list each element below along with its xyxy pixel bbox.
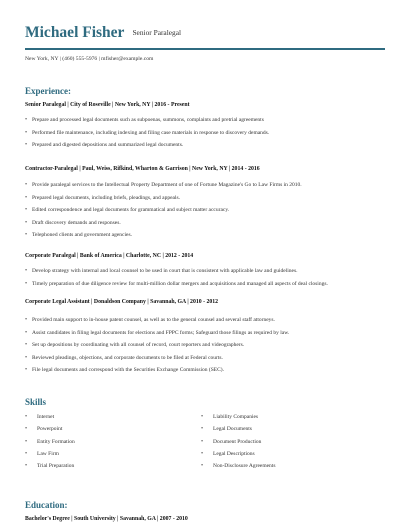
education-entry: Bachelor's Degree | South University | Savannah, GA | 2007 - 2010 bbox=[25, 516, 188, 522]
job-bullet: • Develop strategy with internal and local counsel to be used in court that is consistent with applicable law and guidelines. bbox=[25, 268, 385, 281]
skill-item: • Entity Formation bbox=[25, 439, 175, 451]
contact-line: New York, NY | (460) 555-5976 | mfisher@example.com bbox=[25, 56, 154, 62]
skill-item: • Internet bbox=[25, 414, 175, 426]
job-bullet: • Performed file maintenance, including indexing and filing case materials in response to discovery demands. bbox=[25, 130, 385, 143]
header-divider bbox=[25, 48, 385, 50]
job-bullet-list bbox=[25, 317, 385, 380]
skill-item: • Non-Disclosure Agreements bbox=[201, 463, 351, 475]
skills-list-right bbox=[201, 414, 351, 475]
job-bullet: • Provide paralegal services to the Intellectual Property Department of one of Fortune Magazine's Go to Law Firms in 2010. bbox=[25, 182, 385, 195]
skills-heading: Skills bbox=[25, 397, 47, 407]
job-bullet: • Prepared legal documents, including briefs, pleadings, and appeals. bbox=[25, 195, 385, 208]
job-bullet: • File legal documents and correspond with the Securities Exchange Commission (SEC). bbox=[25, 367, 385, 380]
experience-heading: Experience: bbox=[25, 86, 71, 96]
skill-item: • Document Production bbox=[201, 439, 351, 451]
job-bullet-list bbox=[25, 182, 385, 245]
candidate-name: Michael Fisher bbox=[25, 24, 125, 41]
job-heading: Senior Paralegal | City of Roseville | New York, NY | 2016 - Present bbox=[25, 102, 190, 108]
job-bullet-list bbox=[25, 117, 385, 155]
job-bullet: • Provided main support to in-house patent counsel, as well as to the general counsel and several staff attorneys. bbox=[25, 317, 385, 330]
skill-item: • Law Firm bbox=[25, 451, 175, 463]
skill-item: • Legal Descriptions bbox=[201, 451, 351, 463]
job-bullet: • Assist candidates in filing legal documents for elections and FPPC forms; Safeguard those filings as required by law. bbox=[25, 330, 385, 343]
education-heading: Education: bbox=[25, 500, 68, 510]
resume-header bbox=[25, 24, 385, 42]
job-heading: Corporate Legal Assistant | Donaldson Company | Savannah, GA | 2010 - 2012 bbox=[25, 299, 219, 305]
job-heading: Contractor-Paralegal | Paul, Weiss, Rifkind, Wharton & Garrison | New York, NY | 2014 - 2016 bbox=[25, 166, 260, 172]
job-bullet: • Set up depositions by coordinating with all counsel of record, court reporters and videographers. bbox=[25, 342, 385, 355]
job-heading: Corporate Paralegal | Bank of America | Charlotte, NC | 2012 - 2014 bbox=[25, 253, 194, 259]
skills-list-left bbox=[25, 414, 175, 475]
job-bullet: • Reviewed pleadings, objections, and corporate documents to be filed at Federal courts. bbox=[25, 355, 385, 368]
job-bullet: • Timely preparation of due diligence review for multi-million dollar mergers and acquisitions and managed all aspects of deal closings. bbox=[25, 281, 385, 294]
skill-item: • Liability Companies bbox=[201, 414, 351, 426]
job-bullet-list bbox=[25, 268, 385, 293]
job-bullet: • Prepared and digested depositions and summarized legal documents. bbox=[25, 142, 385, 155]
skill-item: • Powerpoint bbox=[25, 426, 175, 438]
job-bullet: • Telephoned clients and government agencies. bbox=[25, 232, 385, 245]
job-bullet: • Prepare and processed legal documents such as subpoenas, summons, complaints and pretrial agreements bbox=[25, 117, 385, 130]
skill-item: • Trial Preparation bbox=[25, 463, 175, 475]
job-bullet: • Draft discovery demands and responses. bbox=[25, 220, 385, 233]
skill-item: • Legal Documents bbox=[201, 426, 351, 438]
candidate-headline: Senior Paralegal bbox=[132, 28, 182, 37]
job-bullet: • Edited correspondence and legal documents for grammatical and subject matter accuracy. bbox=[25, 207, 385, 220]
